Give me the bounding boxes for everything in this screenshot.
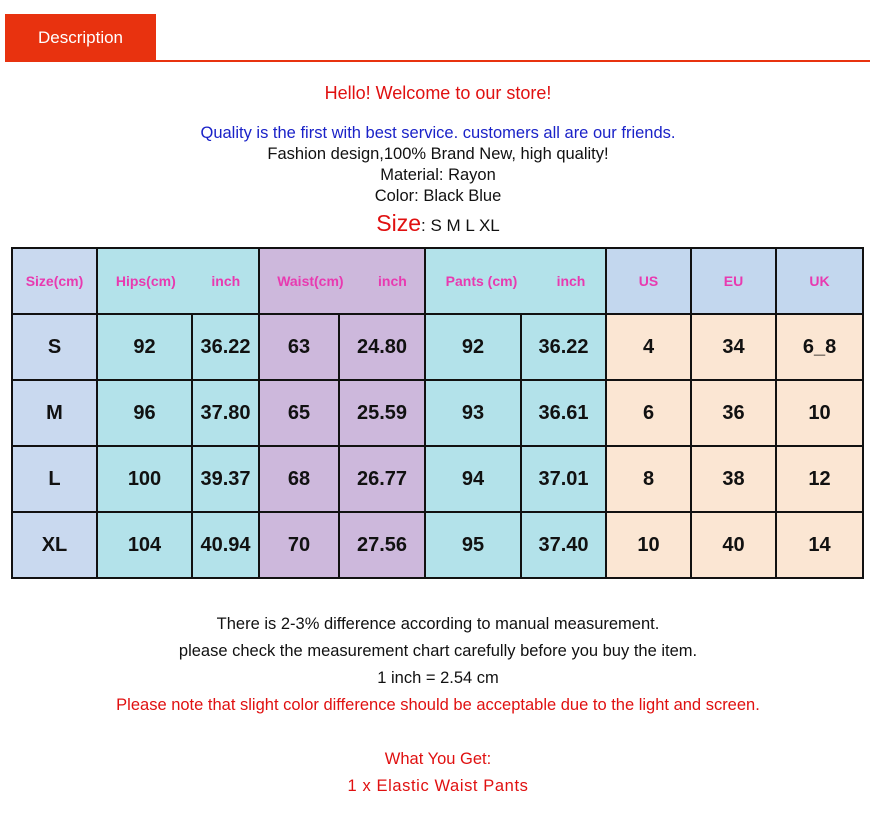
cell-waist-cm: 68 — [259, 446, 339, 512]
cell-waist-cm: 63 — [259, 314, 339, 380]
size-chart-table — [11, 247, 864, 579]
cell-waist-inch: 27.56 — [339, 512, 425, 578]
header-pants-cm: Pants (cm) — [445, 273, 518, 289]
cell-waist-cm: 70 — [259, 512, 339, 578]
cell-pants-cm: 92 — [425, 314, 521, 380]
cell-uk: 10 — [776, 380, 863, 446]
greeting-text: Hello! Welcome to our store! — [324, 83, 552, 103]
table-row — [12, 446, 863, 512]
cell-pants-inch: 36.22 — [521, 314, 606, 380]
header-pants — [425, 248, 606, 314]
table-row — [12, 314, 863, 380]
material-text: Material: Rayon — [380, 166, 496, 184]
cell-eu: 34 — [691, 314, 776, 380]
cell-pants-cm: 93 — [425, 380, 521, 446]
cell-hips-inch: 40.94 — [192, 512, 259, 578]
tab-underline — [5, 60, 870, 62]
color-text: Color: Black Blue — [374, 187, 502, 205]
table-row — [12, 380, 863, 446]
quality-text: Quality is the first with best service. customers all are our friends. — [200, 124, 676, 142]
cell-hips-cm: 104 — [97, 512, 192, 578]
header-pants-inch: inch — [556, 273, 586, 289]
cell-hips-inch: 39.37 — [192, 446, 259, 512]
cell-waist-inch: 25.59 — [339, 380, 425, 446]
header-waist-cm: Waist(cm) — [277, 273, 344, 289]
cell-waist-cm: 65 — [259, 380, 339, 446]
cell-size: L — [12, 446, 97, 512]
size-line — [0, 210, 870, 237]
cell-us: 8 — [606, 446, 691, 512]
header-waist — [259, 248, 425, 314]
table-header-row — [12, 248, 863, 314]
difference-note: There is 2-3% difference according to manual measurement. — [216, 615, 660, 633]
fashion-text: Fashion design,100% Brand New, high quality! — [267, 145, 609, 163]
cell-us: 4 — [606, 314, 691, 380]
cell-pants-inch: 36.61 — [521, 380, 606, 446]
cell-uk: 6_8 — [776, 314, 863, 380]
header-size: Size(cm) — [12, 248, 97, 314]
cell-uk: 14 — [776, 512, 863, 578]
cell-pants-inch: 37.01 — [521, 446, 606, 512]
cell-size: XL — [12, 512, 97, 578]
header-us: US — [606, 248, 691, 314]
cell-hips-inch: 37.80 — [192, 380, 259, 446]
package-title: What You Get: — [384, 750, 492, 768]
cell-hips-cm: 100 — [97, 446, 192, 512]
cell-pants-inch: 37.40 — [521, 512, 606, 578]
cell-eu: 36 — [691, 380, 776, 446]
header-hips-cm: Hips(cm) — [115, 273, 176, 289]
header-hips — [97, 248, 259, 314]
check-note: please check the measurement chart carefully before you buy the item. — [178, 642, 698, 660]
cell-waist-inch: 24.80 — [339, 314, 425, 380]
size-label: Size — [376, 210, 421, 236]
cell-eu: 38 — [691, 446, 776, 512]
package-item: 1 x Elastic Waist Pants — [347, 777, 529, 795]
cell-pants-cm: 94 — [425, 446, 521, 512]
cell-waist-inch: 26.77 — [339, 446, 425, 512]
cell-size: M — [12, 380, 97, 446]
cell-us: 6 — [606, 380, 691, 446]
conversion-note: 1 inch = 2.54 cm — [377, 669, 499, 687]
cell-hips-cm: 92 — [97, 314, 192, 380]
size-values: : S M L XL — [421, 216, 500, 235]
header-uk: UK — [776, 248, 863, 314]
cell-hips-inch: 36.22 — [192, 314, 259, 380]
header-waist-inch: inch — [378, 273, 407, 289]
table-row — [12, 512, 863, 578]
header-eu: EU — [691, 248, 776, 314]
cell-hips-cm: 96 — [97, 380, 192, 446]
cell-eu: 40 — [691, 512, 776, 578]
color-difference-note: Please note that slight color difference should be acceptable due to the light and screen. — [116, 696, 760, 714]
cell-us: 10 — [606, 512, 691, 578]
tab-description[interactable]: Description — [5, 14, 156, 61]
cell-size: S — [12, 314, 97, 380]
header-hips-inch: inch — [211, 273, 241, 289]
cell-uk: 12 — [776, 446, 863, 512]
cell-pants-cm: 95 — [425, 512, 521, 578]
